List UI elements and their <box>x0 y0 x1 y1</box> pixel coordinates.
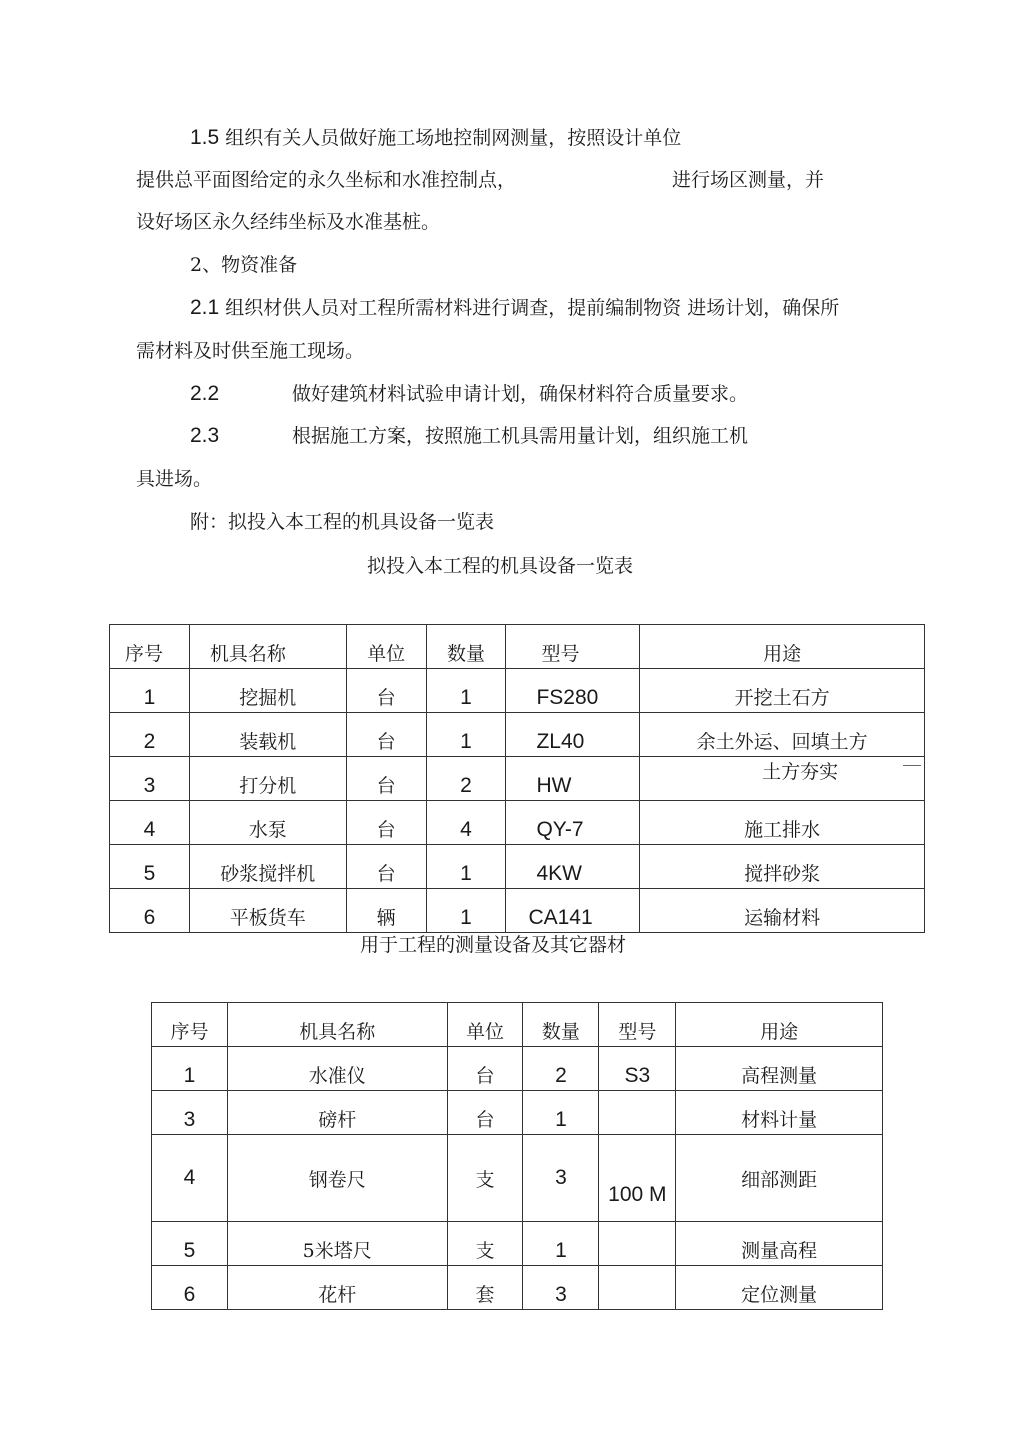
cell-model: QY-7 <box>506 801 640 845</box>
para-text: 根据施工方案，按照施工机具需用量计划，组织施工机 <box>292 425 749 447</box>
measurement-table <box>151 1002 883 1310</box>
cell-unit: 台 <box>346 801 426 845</box>
header-cell: 数量 <box>523 1003 599 1047</box>
cell-unit: 台 <box>346 757 426 801</box>
section-heading: 2、物资准备 <box>190 254 298 276</box>
cell-purpose: 细部测距 <box>676 1135 883 1222</box>
header-cell: 单位 <box>447 1003 523 1047</box>
cell-index: 3 <box>110 757 190 801</box>
para-number: 2.3 <box>190 424 220 447</box>
cell-model <box>599 1091 676 1135</box>
cell-qty: 1 <box>426 845 506 889</box>
para-1-5-line-3: 设好场区永久经纬坐标及水准基桩。 <box>136 211 441 233</box>
header-cell: 机具名称 <box>227 1003 447 1047</box>
table-row <box>110 845 925 889</box>
para-2-1 <box>190 294 839 322</box>
cell-unit: 台 <box>447 1047 523 1091</box>
table-row <box>110 713 925 757</box>
table-row <box>152 1266 883 1310</box>
para-number: 2.2 <box>190 382 220 405</box>
header-cell: 型号 <box>506 625 640 669</box>
cell-index: 5 <box>152 1222 228 1266</box>
header-cell: 单位 <box>346 625 426 669</box>
para-number: 2.1 <box>190 296 220 319</box>
table-header-row <box>110 625 925 669</box>
appendix-note: 附：拟投入本工程的机具设备一览表 <box>190 511 495 533</box>
cell-qty: 3 <box>523 1135 599 1222</box>
cell-purpose: 开挖土石方 <box>640 669 925 713</box>
para-1-5 <box>190 124 681 152</box>
table-row <box>110 757 925 801</box>
cell-index: 6 <box>152 1266 228 1310</box>
cell-model: FS280 <box>506 669 640 713</box>
cell-purpose: 材料计量 <box>676 1091 883 1135</box>
table-row <box>152 1091 883 1135</box>
cell-unit: 辆 <box>346 889 426 933</box>
cell-model: 100 M <box>599 1135 676 1222</box>
cell-qty: 1 <box>523 1091 599 1135</box>
para-2-1-line-2: 需材料及时供至施工现场。 <box>136 340 365 362</box>
cell-name: 砂浆搅拌机 <box>189 845 346 889</box>
cell-index: 6 <box>110 889 190 933</box>
para-2-3 <box>190 422 749 450</box>
cell-purpose: 搅拌砂浆 <box>640 845 925 889</box>
header-cell: 用途 <box>640 625 925 669</box>
cell-qty: 1 <box>523 1222 599 1266</box>
cell-model: S3 <box>599 1047 676 1091</box>
cell-model <box>599 1266 676 1310</box>
cell-unit: 台 <box>346 713 426 757</box>
para-number: 1.5 <box>190 126 220 149</box>
table-row <box>152 1222 883 1266</box>
cell-unit: 支 <box>447 1135 523 1222</box>
cell-unit: 支 <box>447 1222 523 1266</box>
header-cell: 机具名称 <box>189 625 346 669</box>
para-2-3-line-2: 具进场。 <box>136 468 213 490</box>
cell-unit: 台 <box>346 845 426 889</box>
table1-caption: 拟投入本工程的机具设备一览表 <box>367 555 634 577</box>
cell-index: 4 <box>152 1135 228 1222</box>
cell-name: 5米塔尺 <box>227 1222 447 1266</box>
header-cell: 型号 <box>599 1003 676 1047</box>
cell-purpose: 余土外运、回填土方 <box>640 713 925 757</box>
table-row <box>110 669 925 713</box>
cell-unit: 台 <box>346 669 426 713</box>
cell-purpose: 测量高程 <box>676 1222 883 1266</box>
table-row <box>152 1135 883 1222</box>
cell-name: 水准仪 <box>227 1047 447 1091</box>
cell-model: CA141 <box>506 889 640 933</box>
para-text: 组织有关人员做好施工场地控制网测量，按照设计单位 <box>219 127 682 149</box>
header-cell: 序号 <box>110 625 190 669</box>
cell-purpose: 土方夯实 <box>640 757 925 801</box>
cell-index: 4 <box>110 801 190 845</box>
cell-name: 平板货车 <box>189 889 346 933</box>
cell-qty: 3 <box>523 1266 599 1310</box>
table2-caption: 用于工程的测量设备及其它器材 <box>360 934 627 956</box>
cell-purpose: 施工排水 <box>640 801 925 845</box>
header-cell: 序号 <box>152 1003 228 1047</box>
cell-unit: 台 <box>447 1091 523 1135</box>
cell-model <box>599 1222 676 1266</box>
cell-index: 1 <box>152 1047 228 1091</box>
table-row <box>110 801 925 845</box>
header-cell: 用途 <box>676 1003 883 1047</box>
cell-model: 4KW <box>506 845 640 889</box>
cell-index: 3 <box>152 1091 228 1135</box>
cell-purpose: 定位测量 <box>676 1266 883 1310</box>
cell-name: 钢卷尺 <box>227 1135 447 1222</box>
cell-name: 水泵 <box>189 801 346 845</box>
table-row <box>110 889 925 933</box>
cell-model: HW <box>506 757 640 801</box>
cell-name: 挖掘机 <box>189 669 346 713</box>
equipment-table <box>109 624 925 933</box>
header-cell: 数量 <box>426 625 506 669</box>
cell-unit: 套 <box>447 1266 523 1310</box>
cell-name: 装载机 <box>189 713 346 757</box>
cell-name: 花杆 <box>227 1266 447 1310</box>
cell-model: ZL40 <box>506 713 640 757</box>
cell-index: 1 <box>110 669 190 713</box>
cell-index: 2 <box>110 713 190 757</box>
cell-name: 打分机 <box>189 757 346 801</box>
para-1-5-line-2b: 进行场区测量，并 <box>672 169 825 191</box>
cell-name: 磅杆 <box>227 1091 447 1135</box>
cell-index: 5 <box>110 845 190 889</box>
para-1-5-line-2a: 提供总平面图给定的永久坐标和水准控制点， <box>136 169 517 191</box>
cell-qty: 2 <box>523 1047 599 1091</box>
divider <box>903 765 921 766</box>
cell-qty: 1 <box>426 889 506 933</box>
para-text: 组织材供人员对工程所需材料进行调查，提前编制物资 进场计划，确保所 <box>219 297 840 319</box>
cell-qty: 2 <box>426 757 506 801</box>
cell-qty: 4 <box>426 801 506 845</box>
cell-purpose: 运输材料 <box>640 889 925 933</box>
para-text: 做好建筑材料试验申请计划，确保材料符合质量要求。 <box>292 383 749 405</box>
cell-qty: 1 <box>426 669 506 713</box>
table-row <box>152 1047 883 1091</box>
cell-qty: 1 <box>426 713 506 757</box>
para-2-2 <box>190 380 749 408</box>
cell-purpose: 高程测量 <box>676 1047 883 1091</box>
table-header-row <box>152 1003 883 1047</box>
